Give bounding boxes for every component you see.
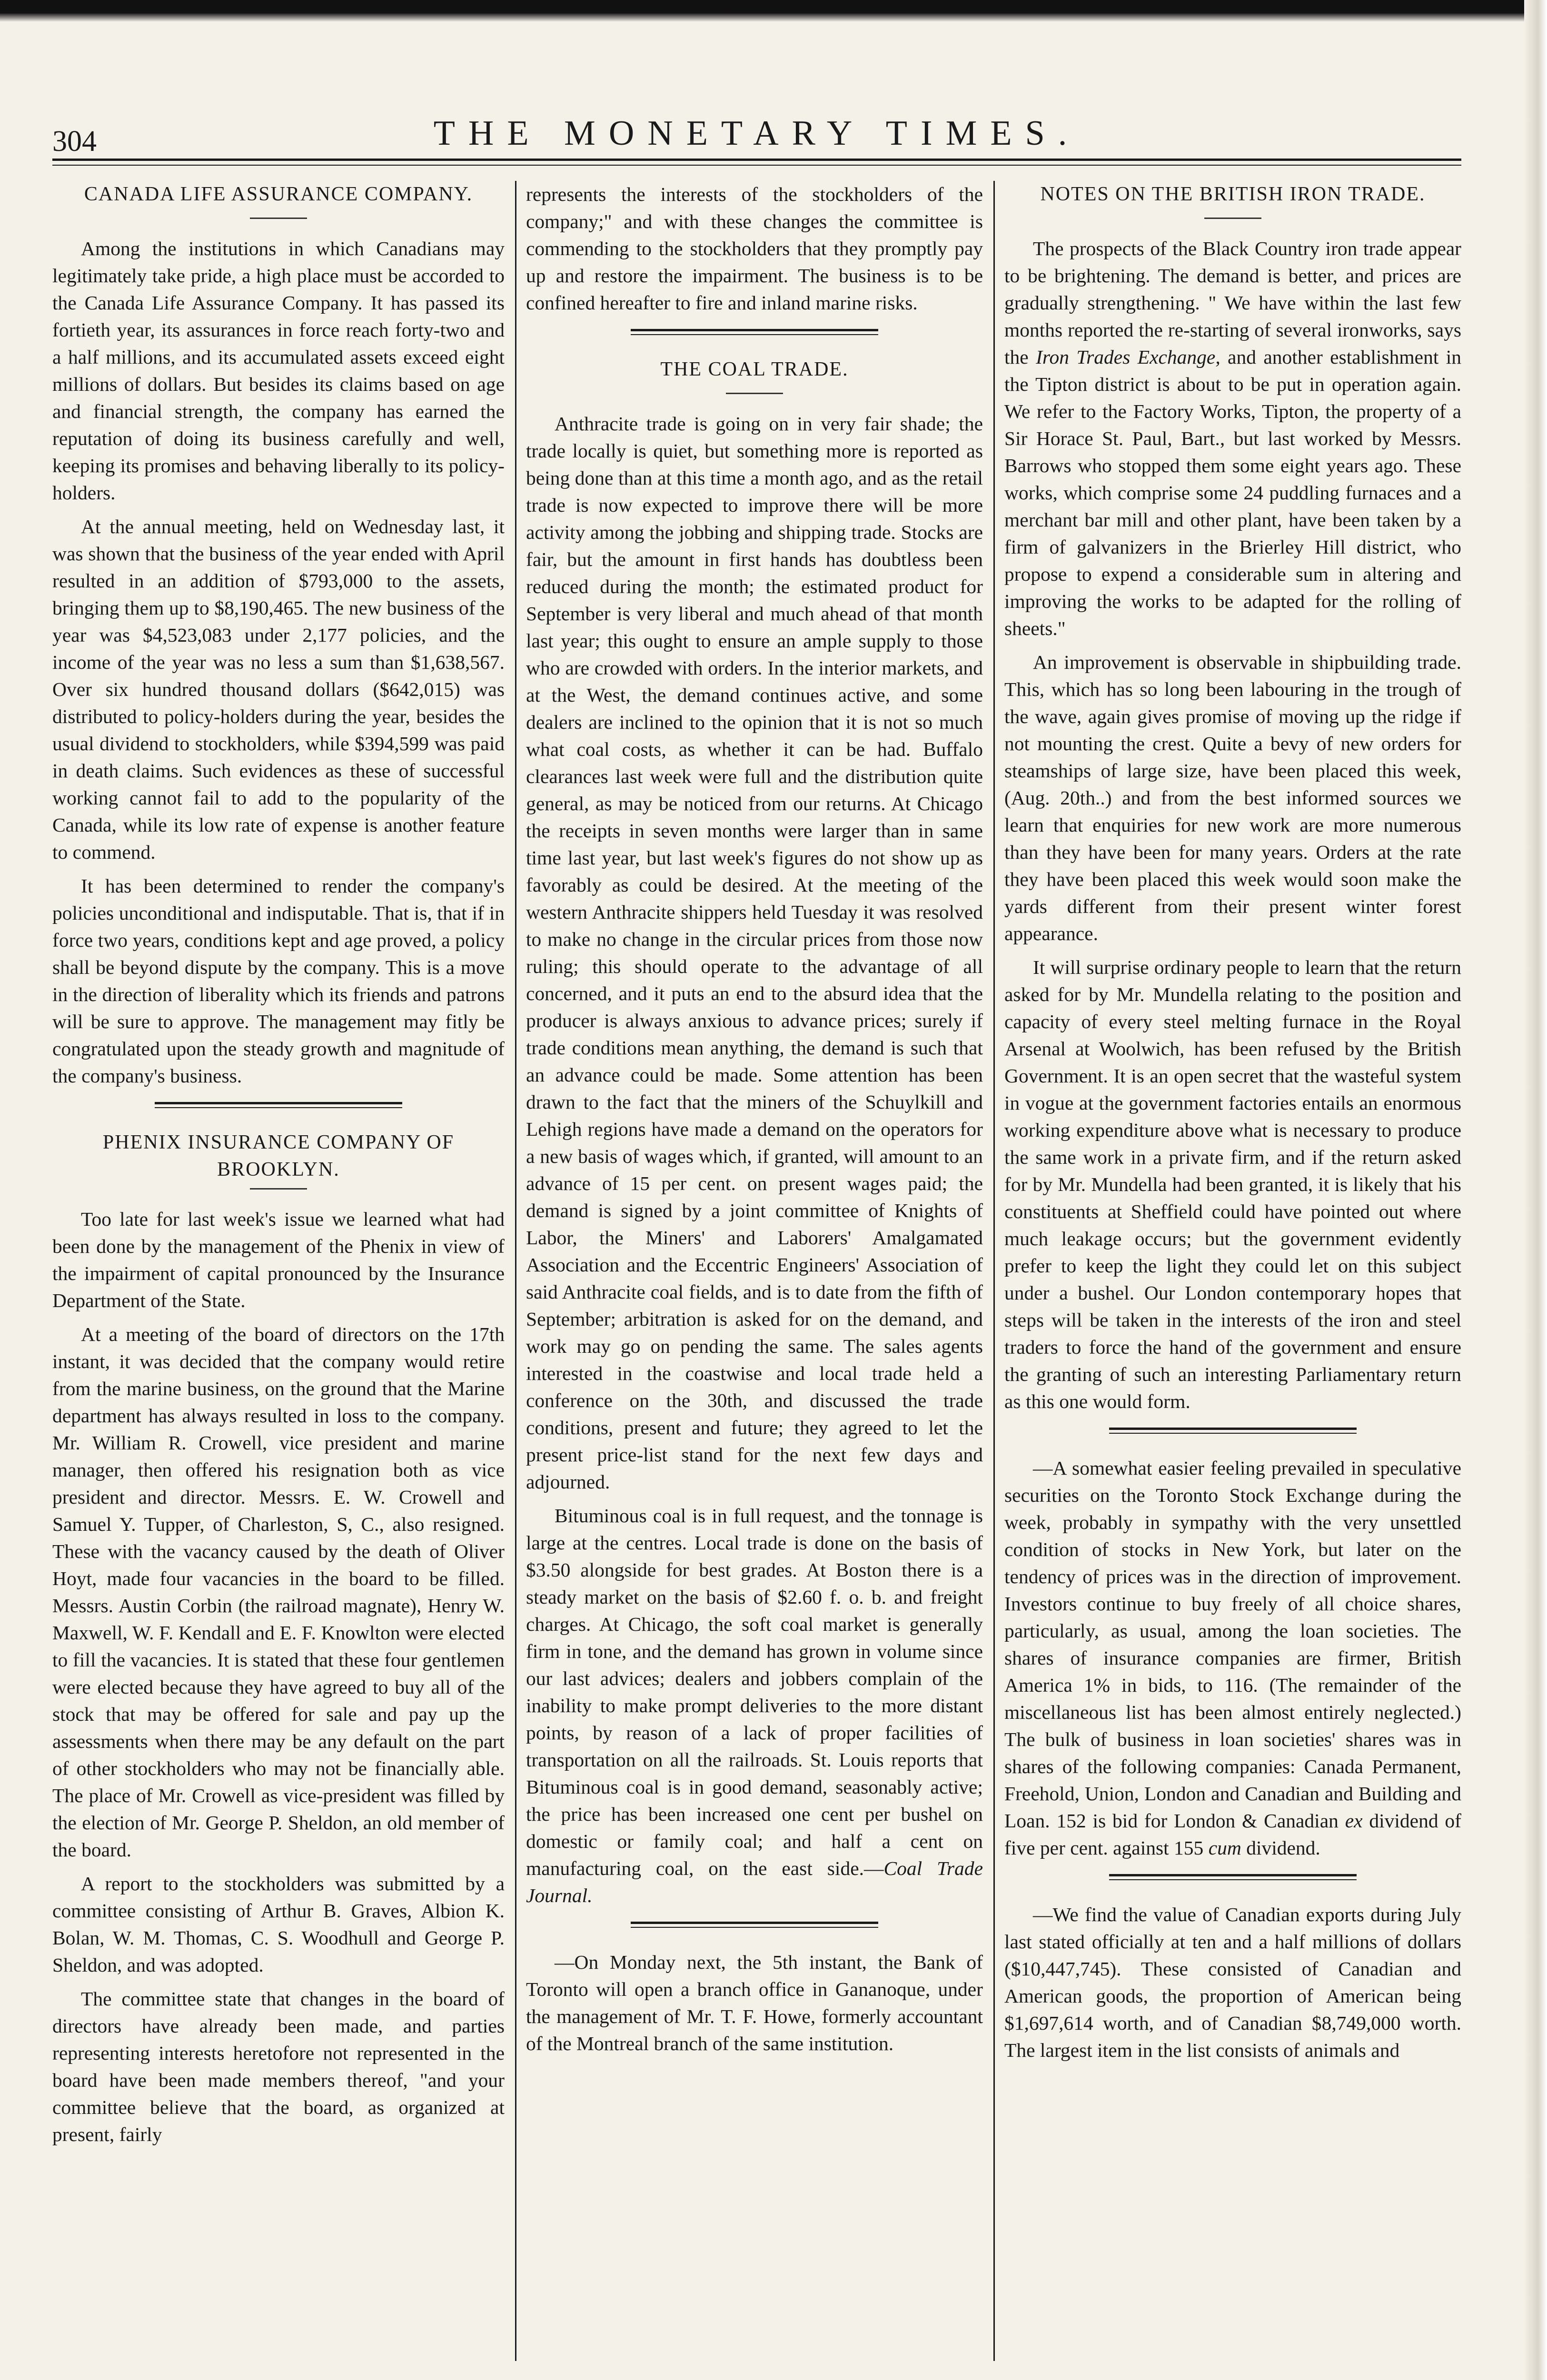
page-number: 304 — [52, 125, 97, 158]
article-title-line: PHENIX INSURANCE COMPANY OF — [102, 1131, 455, 1153]
article-separator — [155, 1102, 402, 1108]
top-edge-shadow — [0, 13, 1547, 22]
article-title-canada-life: CANADA LIFE ASSURANCE COMPANY. — [84, 183, 473, 205]
article-paragraph — [1004, 235, 1461, 642]
title-dash — [250, 218, 307, 219]
title-dash — [726, 393, 783, 394]
news-item-bank-of-toronto: —On Monday next, the 5th instant, the Bank of Toronto will open a branch office in Gananoque, under the management of Mr. T. F. Howe, formerly accountant of the Montreal branch of the same institution. — [526, 1951, 983, 2054]
article-paragraph: A report to the stockholders was submitted by a committee consisting of Arthur B. Graves, Albion K. Bolan, W. M. Thomas, C. S. Woodhull and George P. Sheldon, and was adopted. — [52, 1873, 505, 1976]
paragraph-text: Bituminous coal is in full request, and the tonnage is large at the centres. Local trade is done on the basis of $3.50 alongside for best grades. At Boston there is a steady market on the basis of $2.60 f. o. b. and freight charges. At Chicago, the soft coal market is generally firm in tone, and the demand has grown in volume since our last advices; dealers and jobbers complain of the inability to make prompt deliveries to the more distant points, by reason of a lack of proper facilities of transportation on all the railroads. St. Louis reports that Bituminous coal is in good demand, seasonably active; the price has been increased one cent per bushel on domestic or family coal; and half a cent on manufacturing coal, on the east side.— — [526, 1505, 983, 1879]
article-paragraph — [526, 1502, 983, 1909]
title-dash — [250, 1188, 307, 1190]
article-title-phenix — [52, 1129, 505, 1183]
article-paragraph: At a meeting of the board of directors on the 17th instant, it was decided that the company would retire from the marine business, on the ground that the Marine department has always resulted in loss to the company. Mr. William R. Crowell, vice president and marine manager, then offered his resignation both as vice president and director. Messrs. E. W. Crowell and Samuel Y. Tupper, of Charleston, S, C., also resigned. These with the vacancy caused by the death of Oliver Hoyt, made four vacancies in the board to be filled. Messrs. Austin Corbin (the railroad magnate), Henry W. Maxwell, W. F. Kendall and E. F. Knowlton were elected to fill the vacancies. It is stated that these four gentlemen were elected because they have agreed to buy all of the stock that may be offered for sale and pay up the assessments when there may be any default on the part of other stockholders who may not be financially able. The place of Mr. Crowell as vice-president was filled by the election of Mr. George P. Sheldon, an old member of the board. — [52, 1323, 505, 1861]
article-paragraph: It has been determined to render the company's policies unconditional and indisputable. That is, that if in force two years, conditions kept and age proved, a policy shall be beyond dispute by the company. This is a move in the direction of liberality which its friends and patrons will be sure to approve. The management may fitly be congratulated upon the steady growth and magnitude of the company's business. — [52, 875, 505, 1087]
column-1 — [52, 181, 505, 2155]
article-paragraph: Among the institutions in which Canadians may legitimately take pride, a high place must be accorded to the Canada Life Assurance Company. It has passed its fortieth year, its assurances in force reach forty-two and a half millions, and its accumulated assets exceed eight millions of dollars. But besides its claims based on age and financial strength, the company has earned the reputation of doing its business carefully and well, keeping its promises and behaving liberally to its policy-holders. — [52, 238, 505, 504]
article-separator — [631, 1922, 878, 1928]
header-rule-thick — [52, 159, 1461, 161]
news-item-stock-exchange — [1004, 1455, 1461, 1862]
article-paragraph: It will surprise ordinary people to learn that the return asked for by Mr. Mundella relating to the position and capacity of every steel melting furnace in the Royal Arsenal at Woolwich, has been refused by the British Government. It is an open secret that the wasteful system in vogue at the government factories entails an enormous working expenditure above what is necessary to produce the same work in a private firm, and if the return asked for by Mr. Mundella had been granted, it is likely that his constituents at Sheffield could have pointed out where much leakage occurs; but the government evidently prefer to keep the light they could let on this subject under a bushel. Our London contemporary hopes that steps will be taken in the interests of the iron and steel traders to force the hand of the government and ensure the granting of such an interesting Parliamentary return as this one would form. — [1004, 956, 1461, 1412]
article-separator — [631, 329, 878, 335]
masthead-title: THE MONETARY TIMES. — [433, 114, 1081, 153]
top-edge-band — [0, 0, 1547, 13]
column-3 — [1004, 181, 1461, 2071]
article-separator — [1109, 1874, 1357, 1880]
column-divider-1 — [515, 181, 516, 2361]
article-paragraph: Anthracite trade is going on in very fair shade; the trade locally is quiet, but something more is reported as being done than at this time a month ago, and as the retail trade is now expected to improve there will be more activity among the jobbing and shipping trade. Stocks are fair, but the amount in first hands has doubtless been reduced during the month; the estimated product for September is very liberal and much ahead of that month last year; this ought to ensure an ample supply to those who are crowded with orders. In the interior markets, and at the West, the demand continues active, and some dealers are inclined to the opinion that it is not so much what coal costs, as whether it can be had. Buffalo clearances last week were full and the distribution quite general, as may be noticed from our returns. At Chicago the receipts in seven months were larger than in same time last year, but last week's figures do not show up as favorably as could be desired. At the meeting of the western Anthracite shippers held Tuesday it was resolved to make no change in the circular prices from those now ruling; this should operate to the advantage of all concerned, and it puts an end to the absurd idea that the producer is always anxious to advance prices; surely if trade conditions mean anything, the demand is such that an advance could be made. Some attention has been drawn to the fact that the miners of the Schuylkill and Lehigh regions have made a demand on the operators for a new basis of wages which, if granted, will amount to an advance of 15 per cent. on present wages paid; the demand is signed by a joint committee of Knights of Labor, the Miners' and Laborers' Amalgamated Association and the Eccentric Engineers' Association of said Anthracite coal fields, and is to date from the fifth of September; arbitration is asked for on the demand, and work may go on pending the same. The sales agents interested in the coastwise and local trade held a conference on the 30th, and discussed the trade conditions, present and future; they agreed to let the present price-list stand for the next few days and adjourned. — [526, 413, 983, 1493]
paragraph-text: —A somewhat easier feeling prevailed in speculative securities on the Toronto Stock Exchange during the week, probably in sympathy with the very unsettled condition of stocks in New York, but later on the tendency of prices was in the direction of improvement. Investors continue to buy freely of all choice shares, particularly, as usual, among the loan societies. The shares of insurance companies are firmer, British America 1% in bids, to 116. (The remainder of the miscellaneous list has been almost entirely neglected.) The bulk of business in loan societies' shares was in shares of the following companies: Canada Permanent, Freehold, Union, London and Canadian and Building and Loan. 152 is bid for London & Canadian — [1004, 1457, 1461, 1832]
paragraph-text: dividend. — [1241, 1837, 1320, 1859]
italic-term: ex — [1345, 1810, 1363, 1832]
paragraph-text: dividend of five per cent. against 155 — [1004, 1810, 1461, 1859]
column-divider-2 — [993, 181, 995, 2361]
article-title-line: BROOKLYN. — [217, 1159, 340, 1180]
column-2 — [526, 181, 983, 2064]
article-paragraph: Too late for last week's issue we learned what had been done by the management of the Phenix in view of the impairment of capital pronounced by the Insurance Department of the State. — [52, 1208, 505, 1311]
article-paragraph: An improvement is observable in shipbuilding trade. This, which has so long been labouring in the trough of the wave, again gives promise of moving up the ridge if not mounting the crest. Quite a bevy of new orders for steamships of large size, have been placed this week, (Aug. 20th..) and from the best informed sources we learn that enquiries for new work are more numerous than they have been for many years. Orders at the rate they have been placed this week would soon make the yards different from their present winter forest appearance. — [1004, 651, 1461, 944]
article-separator — [1109, 1428, 1357, 1434]
article-title-iron-trade: NOTES ON THE BRITISH IRON TRADE. — [1040, 183, 1426, 205]
article-title-coal-trade: THE COAL TRADE. — [660, 358, 849, 380]
publication-name: Iron Trades Exchange, — [1036, 346, 1220, 368]
page-header — [52, 105, 1461, 157]
source-citation: Coal Trade Journal. — [526, 1857, 983, 1906]
italic-term: cum — [1208, 1837, 1241, 1859]
paragraph-text: and another establishment in the Tipton district is about to be put in operation again. We refer to the Factory Works, Tipton, the property of a Sir Horace St. Paul, Bart., but last worked by Messrs. Barrows who stopped them some eight years ago. These works, which comprise some 24 puddling furnaces and a merchant bar mill and other plant, have been taken by a firm of galvanizers in the Brierley Hill district, who propose to expend a considerable sum in altering and improving the works to be adapted for the rolling of sheets." — [1004, 346, 1461, 639]
title-dash — [1204, 218, 1261, 219]
paragraph-text: The prospects of the Black Country iron trade appear to be brightening. The demand is better, and prices are gradually strengthening. " We have within the last few months reported the re-starting of several ironworks, says the — [1004, 238, 1461, 368]
header-rule-thin — [52, 165, 1461, 166]
article-paragraph: The committee state that changes in the board of directors have already been made, and parties representing interests heretofore not represented in the board have been made members thereof, "and your committee believe that the board, as organized at present, fairly — [52, 1988, 505, 2145]
article-continuation: represents the interests of the stockholders of the company;" and with these changes the committee is commending to the stockholders that they promptly pay up and restore the impairment. The business is to be confined hereafter to fire and inland marine risks. — [526, 183, 983, 314]
right-page-edge — [1524, 0, 1547, 2380]
article-paragraph: At the annual meeting, held on Wednesday last, it was shown that the business of the year ended with April resulted in an addition of $793,000 to the assets, bringing them up to $8,190,465. The new business of the year was $4,523,083 under 2,177 policies, and the income of the year was no less a sum than $1,638,567. Over six hundred thousand dollars ($642,015) was distributed to policy-holders during the year, besides the usual dividend to stockholders, while $394,599 was paid in death claims. Such evidences as these of successful working cannot fail to add to the popularity of the Canada, while its low rate of expense is another feature to commend. — [52, 516, 505, 863]
news-item-canadian-exports: —We find the value of Canadian exports during July last stated officially at ten and a half millions of dollars ($10,447,745). These consisted of Canadian and American goods, the proportion of American being $1,697,614 worth, and of Canadian $8,749,000 worth. The largest item in the list consists of animals and — [1004, 1904, 1461, 2061]
